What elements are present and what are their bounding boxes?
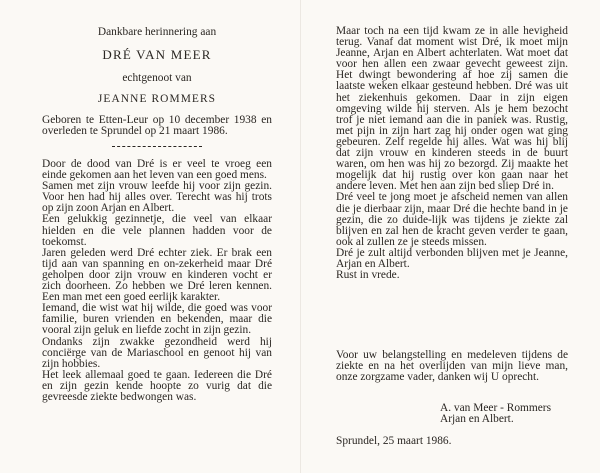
paragraph: Maar toch na een tijd kwam ze in alle hevigheid terug. Vanaf dat moment wist Dré, ik moet mijn Jeanne, Arjan en Albert achterlaten. Wat moet dat voor hen allen een zwaar gevecht geweest zijn. Het dwingt bewondering af hoe zij samen die laatste weken elkaar gesteund hebben. Dré was uit het ziekenhuis gekomen. Daar in zijn eigen omgeving wilde hij sterven. Als je hem bezocht trof je niet iemand aan die in paniek was. Rustig, met pijn in zijn hart zag hij onder ogen wat ging gebeuren. Zelf regelde hij alles. Wat was hij blij dat zijn vrouw en kinderen steeds in de buurt waren, om hen was hij zo bezorgd. Zij maakte het mogelijk dat hij rustig over kon gaan naar het andere leven. Met hen aan zijn bed sliep Dré in. bbox=[336, 25, 568, 193]
thank-you-note: Voor uw belangstelling en medeleven tijdens de ziekte en na het overlijden van mijn lieve man, onze zorgzame vader, danken wij U oprecht. bbox=[336, 349, 568, 384]
paragraph: Samen met zijn vrouw leefde hij voor zijn gezin. Voor hen had hij alles over. Terecht was hij trots op zijn zoon Arjan en Albert. bbox=[42, 180, 272, 215]
spouse-name: JEANNE ROMMERS bbox=[97, 93, 217, 105]
paragraph: Iemand, die wist wat hij wilde, die goed was voor familie, buren vrienden en bekenden, maar die vooral zijn geluk en liefde zocht in zijn gezin. bbox=[42, 302, 272, 337]
signature-line: A. van Meer - Rommers bbox=[440, 402, 552, 414]
paragraph: Door de dood van Dré is er veel te vroeg een einde gekomen aan het leven van een goed mens. bbox=[42, 158, 272, 182]
paragraph: Dré je zult altijd verbonden blijven met je Jeanne, Arjan en Albert. bbox=[336, 246, 568, 270]
signature bbox=[440, 403, 570, 425]
spouse-label: echtgenoot van bbox=[122, 72, 192, 84]
deceased-name: DRÉ VAN MEER bbox=[102, 47, 212, 62]
paragraph: Een gelukkig gezinnetje, die veel van elkaar hielden en die vele plannen hadden voor de toekomst. bbox=[42, 213, 272, 248]
paragraph: Dré veel te jong moet je afscheid nemen van allen die je dierbaar zijn, maar Dré die hechte band in je gezin, die zo duide-lijk was tijdens je ziekte zal blijven en zal hen de kracht geven verder te gaan, ook al zullen ze je steeds missen. bbox=[336, 191, 568, 248]
paragraph: Ondanks zijn zwakke gezondheid werd hij conciërge van de Mariaschool en genoot hij van zijn hobbies. bbox=[42, 335, 272, 370]
signature-line: Arjan en Albert. bbox=[440, 413, 514, 426]
card-fold-line bbox=[300, 0, 301, 473]
left-body-text bbox=[42, 159, 272, 403]
paragraph: Jaren geleden werd Dré echter ziek. Er brak een tijd aan van spanning en on-zekerheid maar Dré geholpen door zijn vrouw en kinderen vocht er zich doorheen. Zo hebben we Dré leren kennen. Een man met een goed eerlijk karakter. bbox=[42, 246, 272, 304]
paragraph: Rust in vrede. bbox=[336, 269, 400, 282]
birth-death-details: Geboren te Etten-Leur op 10 december 1938 en overleden te Sprundel op 21 maart 1986. bbox=[42, 114, 272, 138]
memorial-heading: Dankbare herinnering aan bbox=[97, 26, 217, 38]
right-body-text bbox=[336, 26, 568, 281]
paragraph: Het leek allemaal goed te gaan. Iedereen die Dré en zijn gezin kende hoopte zo vurig dat die gevreesde ziekte bedwongen was. bbox=[42, 368, 272, 403]
place-date: Sprundel, 25 maart 1986. bbox=[336, 435, 452, 447]
divider bbox=[112, 146, 202, 147]
